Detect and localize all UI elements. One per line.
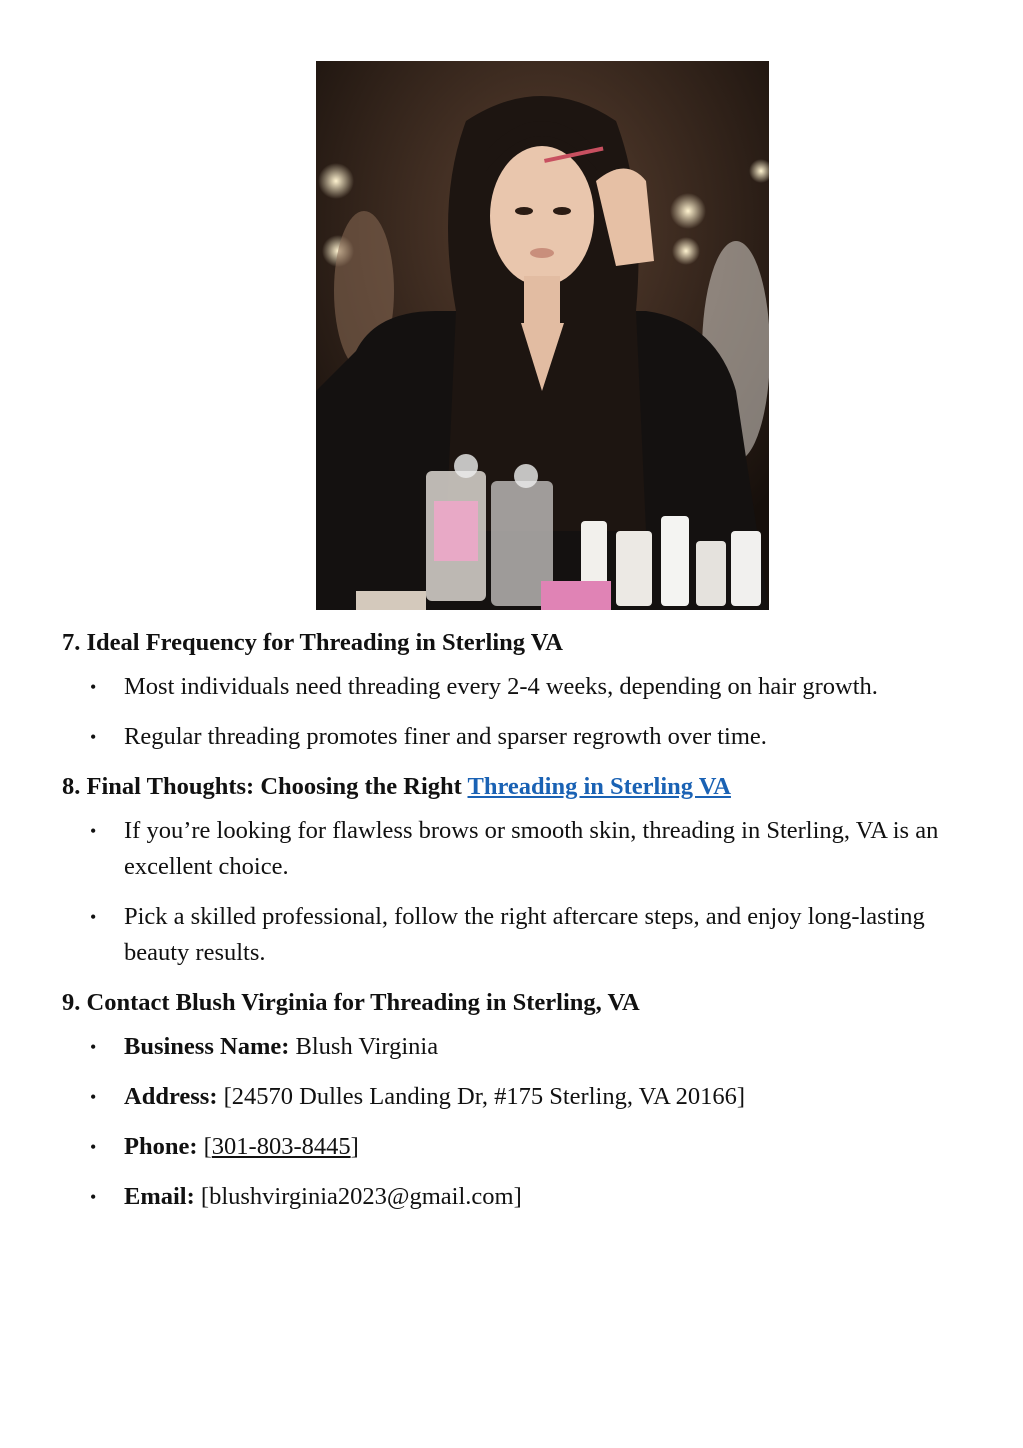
threading-sterling-link[interactable]: Threading in Sterling VA xyxy=(467,773,731,800)
contact-phone: • Phone: [301-803-8445] xyxy=(62,1129,962,1165)
contact-address: • Address: [24570 Dulles Landing Dr, #175 Sterling, VA 20166] xyxy=(62,1079,962,1115)
section-heading-final-thoughts: 8. Final Thoughts: Choosing the Right Threading in Sterling VA xyxy=(62,773,731,800)
section-heading-contact: 9. Contact Blush Virginia for Threading in Sterling, VA xyxy=(62,989,640,1016)
list-item: • If you’re looking for flawless brows or smooth skin, threading in Sterling, VA is an excellent choice. xyxy=(62,813,962,885)
final-thoughts-list xyxy=(62,813,962,971)
phone-link[interactable]: 301-803-8445 xyxy=(211,1133,351,1160)
contact-list xyxy=(62,1029,962,1215)
list-item: • Pick a skilled professional, follow the right aftercare steps, and enjoy long-lasting beauty results. xyxy=(62,899,962,971)
list-item: • Regular threading promotes finer and sparser regrowth over time. xyxy=(62,719,962,755)
bullet-icon: • xyxy=(90,907,97,927)
bullet-icon: • xyxy=(90,677,97,697)
contact-business-name: • Business Name: Blush Virginia xyxy=(62,1029,962,1065)
list-item: • Most individuals need threading every 2-4 weeks, depending on hair growth. xyxy=(62,669,962,705)
bullet-icon: • xyxy=(90,821,97,841)
bullet-icon: • xyxy=(90,1187,97,1207)
bullet-icon: • xyxy=(90,727,97,747)
article-body xyxy=(62,625,962,1229)
hero-photo xyxy=(316,61,769,610)
bullet-icon: • xyxy=(90,1137,97,1157)
contact-email: • Email: [blushvirginia2023@gmail.com] xyxy=(62,1179,962,1215)
frequency-list xyxy=(62,669,962,755)
photo-illustration xyxy=(316,61,769,610)
bullet-icon: • xyxy=(90,1037,97,1057)
bullet-icon: • xyxy=(90,1087,97,1107)
section-heading-frequency: 7. Ideal Frequency for Threading in Sterling VA xyxy=(62,629,563,656)
